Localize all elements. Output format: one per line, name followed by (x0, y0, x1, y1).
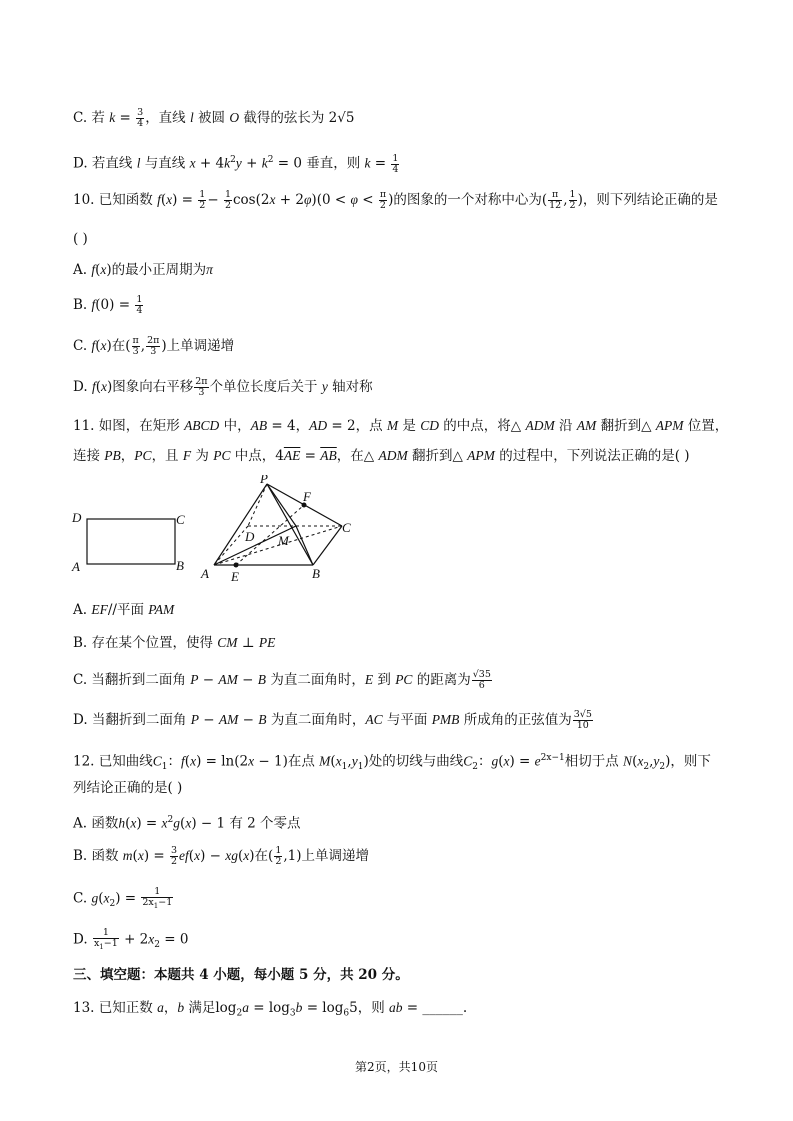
q10-option-a: A. f(x)的最小正周期为π (73, 262, 213, 278)
label-rect-d: D (72, 510, 82, 525)
q12-option-d: D. $\frac{1}{x_1-1}$ + $2x_2 = 0$ (73, 927, 189, 951)
page-footer: 第2页，共10页 (355, 1060, 438, 1074)
q11-figure (70, 475, 370, 585)
q12-stem-line1: 12. 已知曲线$C_1$：f(x) = ln(2x − 1)在点 $M(x_1,y_1)$处的切线与曲线$C_2$：$g(x) = e^{2x-1}$相切于点 $N(x_2,y_2)$，则下 (73, 753, 711, 773)
q11-stem-line1: 11. 如图，在矩形 ABCD 中，AB = 4，AD = 2，点 M 是 CD 的中点，将△ ADM 沿 AM 翻折到△ APM 位置， (73, 418, 729, 434)
q12-option-b: B. 函数 m(x) = $\frac{3}{2}$ ef(x) − xg(x)在( $\frac{1}{2}$ ,1)上单调递增 (73, 845, 370, 867)
label-a: A (201, 566, 209, 581)
q10-option-b: B. f(0) = $\frac{1}{4}$ (73, 294, 143, 316)
label-c: C (342, 520, 351, 535)
section-3-heading: 三、填空题：本题共 4 小题，每小题 5 分，共 20 分。 (73, 967, 409, 983)
q12-option-c: C. $g(x_2)$ = $\frac{1}{2x_1-1}$ (73, 886, 173, 910)
label-rect-c: C (176, 512, 185, 527)
hidden-edges (214, 484, 342, 565)
label-rect-b: B (176, 558, 184, 573)
label-b: B (312, 566, 320, 581)
q10-stem-paren: ( ) (73, 231, 88, 247)
label-m: M (278, 533, 289, 548)
q10-option-c: C. f(x)在( $\frac{\pi}{3}$ , $\frac{2\pi}{3}$ )上单调递增 (73, 335, 235, 357)
label-p: P (260, 475, 268, 486)
q11-option-b: B. 存在某个位置，使得 CM ⊥ PE (73, 635, 276, 651)
label-d: D (245, 529, 255, 544)
q10-stem: 10. 已知函数 f(x) = $\frac{1}{2}$ − $\frac{1}{2}$ cos(2x + 2φ)(0 < φ < $\frac{\pi}{2}$ )的图象的一个对称中心为( $\frac{\pi}{12}$ , $\frac{1}{2}$ )，则下列结论正确的是 (73, 189, 718, 211)
q10-option-d: D. f(x)图象向右平移 $\frac{2\pi}{3}$ 个单位长度后关于 y 轴对称 (73, 376, 373, 398)
rectangle-abcd (87, 519, 175, 564)
point-e (234, 563, 239, 568)
label-rect-a: A (72, 559, 80, 574)
q12-stem-line2: 列结论正确的是( ) (73, 780, 183, 796)
folded-solid (214, 484, 342, 565)
q9-option-c: C. 若 k = $\frac{3}{4}$ ，直线 l 被圆 O 截得的弦长为 2√5 (73, 107, 355, 129)
label-e: E (231, 569, 239, 584)
q11-option-d: D. 当翻折到二面角 P − AM − B 为直二面角时，AC 与平面 PMB 所成角的正弦值为 $\frac{3√5}{10}$ (73, 709, 592, 731)
q13-stem: 13. 已知正数 a，b 满足$\log_2a = \log_3b = \log_65$，则 ab = ______. (73, 1000, 468, 1019)
q9-option-d: D. 若直线 l 与直线 $x + 4k^2y + k^2 = 0$ 垂直，则 k = $\frac{1}{4}$ (73, 152, 399, 175)
q11-option-a: A. EF//平面 PAM (73, 602, 175, 618)
label-f: F (303, 489, 311, 504)
q12-option-a: A. 函数$h(x) = x^2g(x) - 1$ 有 2 个零点 (73, 815, 301, 832)
q11-option-c: C. 当翻折到二面角 P − AM − B 为直二面角时，E 到 PC 的距离为 $\frac{√35}{6}$ (73, 669, 491, 691)
q11-stem-line2: 连接 PB，PC，且 F 为 PC 中点，$4\overline{AE} = \overline{AB}$，在△ ADM 翻折到△ APM 的过程中，下列说法正确的是( ) (73, 448, 690, 464)
